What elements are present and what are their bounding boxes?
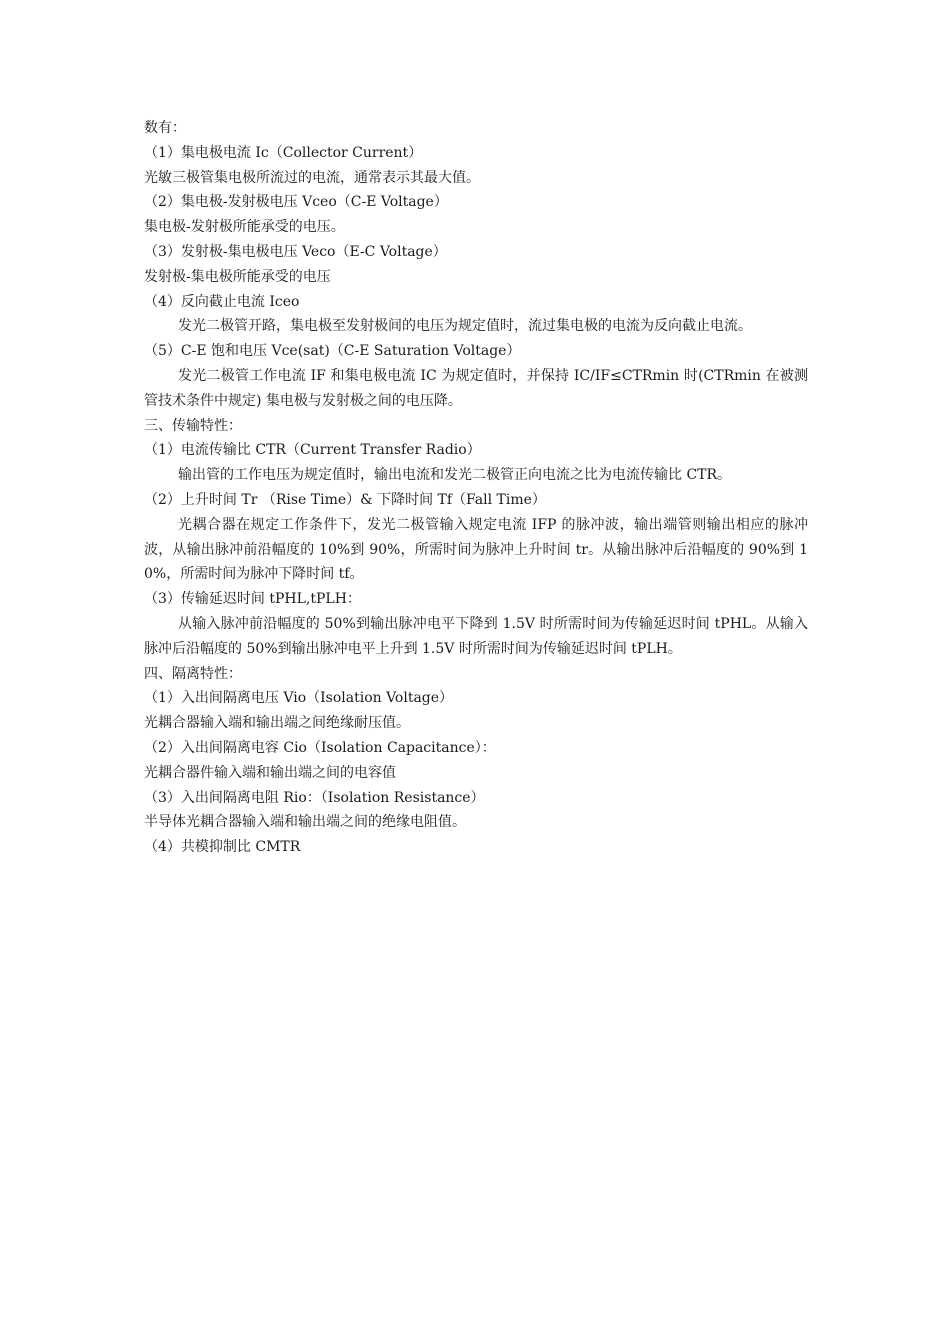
item-heading-iceo: （4）反向截止电流 Iceo — [144, 293, 300, 310]
item-heading-ctr: （1）电流传输比 CTR（Current Transfer Radio） — [144, 442, 481, 459]
item-text-vceo: 集电极-发射极所能承受的电压。 — [144, 219, 345, 236]
item-heading-cio: （2）入出间隔离电容 Cio（Isolation Capacitance）： — [144, 739, 496, 756]
item-heading-vce-sat: （5）C-E 饱和电压 Vce(sat)（C-E Saturation Voltage） — [144, 343, 521, 360]
section-heading-transfer: 三、传输特性： — [144, 417, 242, 434]
intro-line: 数有： — [144, 120, 186, 136]
item-text-collector-current: 光敏三极管集电极所流过的电流，通常表示其最大值。 — [144, 169, 480, 186]
item-text-veco: 发射极-集电极所能承受的电压 — [144, 268, 331, 285]
item-heading-collector-current: （1）集电极电流 Ic（Collector Current） — [144, 144, 423, 161]
document-page — [144, 116, 808, 860]
item-paragraph-ctr: 输出管的工作电压为规定值时，输出电流和发光二极管正向电流之比为电流传输比 CTR。 — [178, 467, 732, 484]
item-heading-vceo: （2）集电极-发射极电压 Vceo（C-E Voltage） — [144, 194, 448, 211]
item-heading-cmtr: （4）共模抑制比 CMTR — [144, 839, 301, 856]
item-heading-rio: （3）入出间隔离电阻 Rio：（Isolation Resistance） — [144, 789, 485, 806]
item-paragraph-propagation-delay: 从输入脉冲前沿幅度的 50%到输出脉冲电平下降到 1.5V 时所需时间为传输延迟时间 tPHL。从输入脉冲后沿幅度的 50%到输出脉冲电平上升到 1.5V 时所需时间为传输延迟时间 tPLH。 — [144, 615, 808, 657]
item-text-rio: 半导体光耦合器输入端和输出端之间的绝缘电阻值。 — [144, 814, 466, 831]
section-heading-isolation: 四、隔离特性： — [144, 665, 242, 682]
item-paragraph-rise-fall: 光耦合器在规定工作条件下，发光二极管输入规定电流 IFP 的脉冲波，输出端管则输出相应的脉冲波，从输出脉冲前沿幅度的 10%到 90%，所需时间为脉冲上升时间 tr。从输出脉冲后沿幅度的 90%到 10%，所需时间为脉冲下降时间 tf。 — [144, 516, 808, 583]
item-heading-veco: （3）发射极-集电极电压 Veco（E-C Voltage） — [144, 243, 447, 260]
item-paragraph-iceo: 发光二极管开路，集电极至发射极间的电压为规定值时，流过集电极的电流为反向截止电流。 — [178, 318, 752, 335]
item-heading-rise-fall: （2）上升时间 Tr （Rise Time）& 下降时间 Tf（Fall Time） — [144, 491, 546, 508]
item-text-vio: 光耦合器输入端和输出端之间绝缘耐压值。 — [144, 715, 410, 732]
item-paragraph-vce-sat: 发光二极管工作电流 IF 和集电极电流 IC 为规定值时，并保持 IC/IF≤CTRmin 时(CTRmin 在被测管技术条件中规定) 集电极与发射极之间的电压降。 — [144, 367, 808, 409]
item-heading-propagation-delay: （3）传输延迟时间 tPHL,tPLH： — [144, 591, 361, 608]
item-text-cio: 光耦合器件输入端和输出端之间的电容值 — [144, 764, 396, 781]
item-heading-vio: （1）入出间隔离电压 Vio（Isolation Voltage） — [144, 690, 454, 707]
